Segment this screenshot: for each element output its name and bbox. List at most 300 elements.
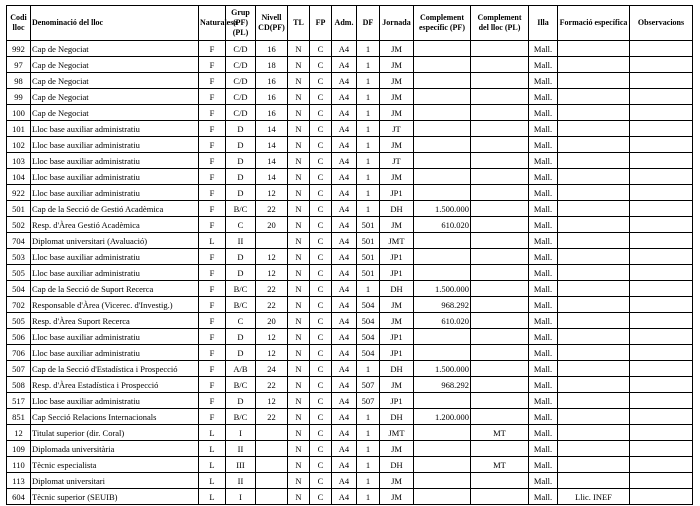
cell-nivell: 22 — [256, 409, 288, 425]
cell-denominacio: Cap de la Secció d'Estadística i Prospecció — [31, 361, 199, 377]
cell-observacions — [630, 409, 693, 425]
cell-jornada: JP1 — [380, 185, 414, 201]
cell-grup: C/D — [226, 105, 256, 121]
cell-tl: N — [288, 473, 310, 489]
cell-jornada: JM — [380, 57, 414, 73]
cell-fp: C — [310, 377, 332, 393]
col-header-nivell: Nivell CD(PF) — [256, 6, 288, 41]
cell-complement-especific: 968.292 — [414, 297, 471, 313]
cell-formacio — [558, 201, 630, 217]
cell-df: 1 — [357, 473, 380, 489]
cell-observacions — [630, 249, 693, 265]
cell-complement-especific: 1.500.000 — [414, 281, 471, 297]
table-row — [7, 217, 693, 233]
cell-formacio — [558, 137, 630, 153]
cell-naturalesa: L — [199, 457, 226, 473]
cell-denominacio: Lloc base auxiliar administratiu — [31, 185, 199, 201]
cell-complement-lloc — [471, 121, 529, 137]
cell-jornada: JM — [380, 41, 414, 57]
cell-observacions — [630, 201, 693, 217]
cell-complement-especific — [414, 41, 471, 57]
cell-nivell: 12 — [256, 393, 288, 409]
cell-adm: A4 — [332, 57, 357, 73]
cell-tl: N — [288, 249, 310, 265]
cell-complement-especific — [414, 105, 471, 121]
cell-tl: N — [288, 409, 310, 425]
cell-formacio — [558, 217, 630, 233]
cell-nivell: 14 — [256, 153, 288, 169]
cell-grup: II — [226, 233, 256, 249]
cell-nivell: 14 — [256, 169, 288, 185]
cell-denominacio: Lloc base auxiliar administratiu — [31, 249, 199, 265]
cell-naturalesa: F — [199, 249, 226, 265]
cell-observacions — [630, 377, 693, 393]
cell-complement-especific: 1.500.000 — [414, 201, 471, 217]
cell-naturalesa: F — [199, 41, 226, 57]
cell-nivell: 18 — [256, 57, 288, 73]
cell-df: 501 — [357, 249, 380, 265]
cell-denominacio: Lloc base auxiliar administratiu — [31, 153, 199, 169]
cell-adm: A4 — [332, 249, 357, 265]
cell-fp: C — [310, 345, 332, 361]
cell-fp: C — [310, 473, 332, 489]
cell-df: 1 — [357, 153, 380, 169]
cell-tl: N — [288, 217, 310, 233]
cell-complement-lloc — [471, 41, 529, 57]
cell-naturalesa: F — [199, 185, 226, 201]
cell-jornada: JM — [380, 489, 414, 505]
cell-complement-especific: 1.500.000 — [414, 361, 471, 377]
cell-complement-lloc — [471, 57, 529, 73]
cell-df: 1 — [357, 441, 380, 457]
cell-denominacio: Lloc base auxiliar administratiu — [31, 329, 199, 345]
cell-complement-especific — [414, 89, 471, 105]
cell-nivell: 22 — [256, 377, 288, 393]
cell-codi: 100 — [7, 105, 31, 121]
cell-grup: D — [226, 121, 256, 137]
cell-grup: C — [226, 217, 256, 233]
cell-observacions — [630, 313, 693, 329]
cell-complement-lloc — [471, 473, 529, 489]
cell-naturalesa: L — [199, 473, 226, 489]
cell-df: 501 — [357, 233, 380, 249]
cell-tl: N — [288, 89, 310, 105]
cell-complement-lloc — [471, 297, 529, 313]
cell-illa: Mall. — [529, 89, 558, 105]
cell-naturalesa: F — [199, 89, 226, 105]
cell-jornada: JP1 — [380, 345, 414, 361]
cell-adm: A4 — [332, 73, 357, 89]
cell-grup: B/C — [226, 201, 256, 217]
cell-adm: A4 — [332, 441, 357, 457]
cell-fp: C — [310, 201, 332, 217]
cell-adm: A4 — [332, 393, 357, 409]
cell-denominacio: Lloc base auxiliar administratiu — [31, 393, 199, 409]
cell-formacio — [558, 393, 630, 409]
cell-grup: C — [226, 313, 256, 329]
cell-jornada: JP1 — [380, 249, 414, 265]
cell-jornada: DH — [380, 201, 414, 217]
cell-complement-especific — [414, 73, 471, 89]
cell-complement-especific: 968.292 — [414, 377, 471, 393]
cell-df: 1 — [357, 185, 380, 201]
cell-denominacio: Responsable d'Àrea (Vicerec. d'Investig.) — [31, 297, 199, 313]
cell-naturalesa: F — [199, 57, 226, 73]
cell-observacions — [630, 265, 693, 281]
cell-formacio — [558, 105, 630, 121]
cell-tl: N — [288, 457, 310, 473]
cell-codi: 101 — [7, 121, 31, 137]
cell-codi: 99 — [7, 89, 31, 105]
cell-codi: 505 — [7, 313, 31, 329]
cell-adm: A4 — [332, 313, 357, 329]
cell-formacio — [558, 57, 630, 73]
cell-illa: Mall. — [529, 441, 558, 457]
cell-complement-especific — [414, 153, 471, 169]
positions-table — [6, 5, 693, 505]
cell-fp: C — [310, 457, 332, 473]
cell-formacio — [558, 425, 630, 441]
cell-formacio — [558, 185, 630, 201]
cell-df: 1 — [357, 425, 380, 441]
cell-complement-especific — [414, 425, 471, 441]
cell-grup: B/C — [226, 297, 256, 313]
col-header-observacions: Observacions — [630, 6, 693, 41]
cell-illa: Mall. — [529, 249, 558, 265]
cell-complement-especific: 1.200.000 — [414, 409, 471, 425]
cell-codi: 502 — [7, 217, 31, 233]
cell-denominacio: Resp. d'Àrea Estadística i Prospecció — [31, 377, 199, 393]
cell-illa: Mall. — [529, 329, 558, 345]
cell-naturalesa: F — [199, 169, 226, 185]
cell-fp: C — [310, 169, 332, 185]
table-row — [7, 377, 693, 393]
cell-adm: A4 — [332, 89, 357, 105]
cell-df: 1 — [357, 137, 380, 153]
cell-jornada: JM — [380, 297, 414, 313]
cell-grup: D — [226, 153, 256, 169]
cell-fp: C — [310, 121, 332, 137]
cell-nivell: 12 — [256, 329, 288, 345]
cell-fp: C — [310, 41, 332, 57]
cell-illa: Mall. — [529, 105, 558, 121]
cell-df: 504 — [357, 297, 380, 313]
cell-complement-lloc — [471, 329, 529, 345]
cell-grup: D — [226, 393, 256, 409]
cell-naturalesa: F — [199, 377, 226, 393]
cell-df: 504 — [357, 345, 380, 361]
cell-jornada: JM — [380, 441, 414, 457]
cell-df: 1 — [357, 57, 380, 73]
cell-complement-lloc — [471, 217, 529, 233]
cell-nivell: 12 — [256, 345, 288, 361]
cell-grup: B/C — [226, 409, 256, 425]
cell-naturalesa: F — [199, 137, 226, 153]
cell-tl: N — [288, 121, 310, 137]
cell-grup: I — [226, 425, 256, 441]
cell-illa: Mall. — [529, 313, 558, 329]
col-header-complement-lloc: Complement del lloc (PL) — [471, 6, 529, 41]
cell-codi: 503 — [7, 249, 31, 265]
cell-denominacio: Cap de Negociat — [31, 89, 199, 105]
cell-df: 1 — [357, 361, 380, 377]
cell-codi: 103 — [7, 153, 31, 169]
cell-codi: 507 — [7, 361, 31, 377]
cell-denominacio: Cap de Negociat — [31, 57, 199, 73]
cell-tl: N — [288, 73, 310, 89]
cell-fp: C — [310, 233, 332, 249]
cell-codi: 506 — [7, 329, 31, 345]
cell-denominacio: Resp. d'Àrea Gestió Acadèmica — [31, 217, 199, 233]
cell-adm: A4 — [332, 297, 357, 313]
cell-naturalesa: F — [199, 409, 226, 425]
cell-complement-especific — [414, 489, 471, 505]
cell-jornada: JP1 — [380, 265, 414, 281]
cell-tl: N — [288, 489, 310, 505]
cell-tl: N — [288, 425, 310, 441]
cell-illa: Mall. — [529, 201, 558, 217]
cell-denominacio: Titulat superior (dir. Coral) — [31, 425, 199, 441]
table-row — [7, 153, 693, 169]
cell-jornada: JM — [380, 105, 414, 121]
cell-formacio — [558, 249, 630, 265]
cell-naturalesa: L — [199, 441, 226, 457]
cell-denominacio: Lloc base auxiliar administratiu — [31, 137, 199, 153]
cell-formacio — [558, 441, 630, 457]
cell-complement-especific — [414, 329, 471, 345]
cell-naturalesa: F — [199, 393, 226, 409]
cell-formacio — [558, 297, 630, 313]
cell-observacions — [630, 169, 693, 185]
cell-tl: N — [288, 185, 310, 201]
cell-illa: Mall. — [529, 217, 558, 233]
cell-complement-lloc — [471, 249, 529, 265]
cell-denominacio: Lloc base auxiliar administratiu — [31, 265, 199, 281]
cell-complement-lloc — [471, 201, 529, 217]
cell-codi: 504 — [7, 281, 31, 297]
cell-naturalesa: F — [199, 313, 226, 329]
table-row — [7, 73, 693, 89]
cell-illa: Mall. — [529, 265, 558, 281]
cell-codi: 97 — [7, 57, 31, 73]
cell-jornada: DH — [380, 409, 414, 425]
cell-df: 504 — [357, 313, 380, 329]
cell-grup: C/D — [226, 41, 256, 57]
cell-observacions — [630, 361, 693, 377]
cell-formacio — [558, 345, 630, 361]
cell-nivell: 22 — [256, 297, 288, 313]
cell-complement-especific — [414, 57, 471, 73]
cell-adm: A4 — [332, 169, 357, 185]
cell-fp: C — [310, 393, 332, 409]
cell-jornada: DH — [380, 361, 414, 377]
cell-adm: A4 — [332, 377, 357, 393]
cell-codi: 702 — [7, 297, 31, 313]
cell-observacions — [630, 345, 693, 361]
cell-adm: A4 — [332, 153, 357, 169]
cell-formacio — [558, 313, 630, 329]
cell-observacions — [630, 489, 693, 505]
cell-df: 1 — [357, 281, 380, 297]
cell-tl: N — [288, 313, 310, 329]
table-row — [7, 249, 693, 265]
cell-fp: C — [310, 185, 332, 201]
cell-denominacio: Lloc base auxiliar administratiu — [31, 121, 199, 137]
col-header-formacio: Formació específica — [558, 6, 630, 41]
cell-adm: A4 — [332, 361, 357, 377]
cell-complement-lloc — [471, 489, 529, 505]
cell-grup: D — [226, 169, 256, 185]
col-header-codi-lloc: Codi lloc — [7, 6, 31, 41]
cell-df: 507 — [357, 393, 380, 409]
cell-fp: C — [310, 137, 332, 153]
cell-complement-especific — [414, 441, 471, 457]
cell-illa: Mall. — [529, 297, 558, 313]
header-row — [7, 6, 693, 41]
cell-observacions — [630, 473, 693, 489]
table-row — [7, 457, 693, 473]
cell-grup: I — [226, 489, 256, 505]
cell-formacio — [558, 409, 630, 425]
cell-complement-especific — [414, 265, 471, 281]
cell-illa: Mall. — [529, 377, 558, 393]
cell-fp: C — [310, 329, 332, 345]
cell-nivell: 24 — [256, 361, 288, 377]
cell-observacions — [630, 153, 693, 169]
cell-grup: C/D — [226, 73, 256, 89]
table-row — [7, 265, 693, 281]
cell-tl: N — [288, 329, 310, 345]
cell-codi: 922 — [7, 185, 31, 201]
cell-grup: D — [226, 185, 256, 201]
cell-adm: A4 — [332, 425, 357, 441]
cell-complement-especific — [414, 249, 471, 265]
cell-nivell: 14 — [256, 137, 288, 153]
cell-illa: Mall. — [529, 57, 558, 73]
cell-adm: A4 — [332, 217, 357, 233]
cell-fp: C — [310, 489, 332, 505]
col-header-tl: TL — [288, 6, 310, 41]
cell-complement-lloc — [471, 345, 529, 361]
cell-codi: 110 — [7, 457, 31, 473]
cell-nivell — [256, 425, 288, 441]
cell-df: 1 — [357, 489, 380, 505]
cell-adm: A4 — [332, 41, 357, 57]
cell-complement-especific: 610.020 — [414, 313, 471, 329]
cell-tl: N — [288, 281, 310, 297]
cell-formacio — [558, 457, 630, 473]
cell-fp: C — [310, 265, 332, 281]
cell-naturalesa: F — [199, 217, 226, 233]
cell-fp: C — [310, 217, 332, 233]
cell-nivell — [256, 473, 288, 489]
cell-codi: 706 — [7, 345, 31, 361]
cell-denominacio: Cap de Negociat — [31, 73, 199, 89]
table-row — [7, 313, 693, 329]
cell-df: 501 — [357, 217, 380, 233]
cell-observacions — [630, 137, 693, 153]
cell-complement-especific: 610.020 — [414, 217, 471, 233]
cell-df: 1 — [357, 73, 380, 89]
cell-codi: 113 — [7, 473, 31, 489]
cell-denominacio: Lloc base auxiliar administratiu — [31, 169, 199, 185]
cell-fp: C — [310, 409, 332, 425]
cell-complement-especific — [414, 185, 471, 201]
cell-complement-lloc: MT — [471, 425, 529, 441]
cell-observacions — [630, 217, 693, 233]
cell-complement-especific — [414, 169, 471, 185]
cell-observacions — [630, 281, 693, 297]
cell-adm: A4 — [332, 185, 357, 201]
cell-codi: 102 — [7, 137, 31, 153]
cell-jornada: JM — [380, 313, 414, 329]
cell-naturalesa: F — [199, 153, 226, 169]
table-row — [7, 57, 693, 73]
cell-df: 1 — [357, 89, 380, 105]
cell-illa: Mall. — [529, 489, 558, 505]
cell-complement-lloc — [471, 281, 529, 297]
cell-complement-lloc — [471, 313, 529, 329]
cell-denominacio: Lloc base auxiliar administratiu — [31, 345, 199, 361]
cell-formacio — [558, 41, 630, 57]
cell-df: 1 — [357, 409, 380, 425]
cell-codi: 851 — [7, 409, 31, 425]
cell-tl: N — [288, 105, 310, 121]
cell-formacio — [558, 169, 630, 185]
cell-tl: N — [288, 233, 310, 249]
cell-grup: C/D — [226, 57, 256, 73]
cell-complement-lloc — [471, 233, 529, 249]
cell-fp: C — [310, 281, 332, 297]
cell-denominacio: Diplomat universitari — [31, 473, 199, 489]
cell-tl: N — [288, 153, 310, 169]
cell-formacio — [558, 265, 630, 281]
cell-naturalesa: L — [199, 489, 226, 505]
cell-adm: A4 — [332, 201, 357, 217]
cell-jornada: JM — [380, 473, 414, 489]
table-row — [7, 297, 693, 313]
cell-complement-lloc — [471, 89, 529, 105]
cell-denominacio: Cap Secció Relacions Internacionals — [31, 409, 199, 425]
cell-complement-especific — [414, 121, 471, 137]
cell-grup: B/C — [226, 281, 256, 297]
cell-naturalesa: F — [199, 345, 226, 361]
cell-jornada: DH — [380, 457, 414, 473]
cell-fp: C — [310, 153, 332, 169]
cell-jornada: JMT — [380, 425, 414, 441]
cell-naturalesa: F — [199, 121, 226, 137]
cell-adm: A4 — [332, 105, 357, 121]
cell-formacio — [558, 73, 630, 89]
table-row — [7, 441, 693, 457]
table-row — [7, 281, 693, 297]
cell-observacions — [630, 105, 693, 121]
table-row — [7, 185, 693, 201]
cell-grup: D — [226, 249, 256, 265]
cell-denominacio: Cap de Negociat — [31, 41, 199, 57]
cell-tl: N — [288, 137, 310, 153]
cell-fp: C — [310, 89, 332, 105]
cell-illa: Mall. — [529, 153, 558, 169]
cell-complement-especific — [414, 473, 471, 489]
cell-illa: Mall. — [529, 73, 558, 89]
cell-jornada: JT — [380, 153, 414, 169]
cell-grup: C/D — [226, 89, 256, 105]
cell-observacions — [630, 441, 693, 457]
cell-adm: A4 — [332, 329, 357, 345]
cell-formacio — [558, 473, 630, 489]
cell-denominacio: Tècnic superior (SEUIB) — [31, 489, 199, 505]
